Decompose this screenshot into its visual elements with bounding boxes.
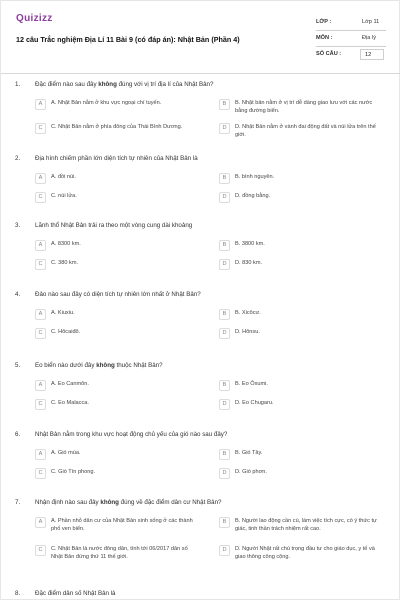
answer-option-b[interactable]	[219, 307, 399, 325]
question-text-part: Đặc điểm nào sau đây	[35, 81, 99, 88]
option-text: C. Gió Tín phong.	[51, 469, 96, 475]
question-text-part: đúng với vị trí địa lí của Nhật Bản?	[116, 81, 214, 88]
answer-option-d[interactable]	[219, 466, 399, 484]
answer-option-c[interactable]	[35, 543, 215, 561]
option-text: A. đồi núi.	[51, 174, 76, 180]
option-letter-box: D	[219, 259, 230, 270]
question-number: 1.	[15, 81, 21, 88]
question-number: 8.	[15, 590, 21, 597]
answer-option-b[interactable]	[219, 515, 399, 533]
answer-option-c[interactable]	[35, 257, 215, 275]
question-text-part: Đảo nào sau đây có diện tích tự nhiên lớn nhất ở Nhật Bản?	[35, 291, 201, 298]
option-letter-box: A	[35, 380, 46, 391]
answer-option-c[interactable]	[35, 326, 215, 344]
meta-subject-label: MÔN :	[316, 35, 333, 41]
question-text-emphasis: không	[98, 81, 117, 88]
option-letter-box: B	[219, 99, 230, 110]
answer-option-a[interactable]	[35, 447, 215, 465]
question-number: 7.	[15, 499, 21, 506]
question-text-part: Lãnh thổ Nhật Bản trải ra theo một vòng cung dài khoảng	[35, 222, 193, 229]
option-letter-box: C	[35, 328, 46, 339]
question-number: 5.	[15, 362, 21, 369]
answer-option-b[interactable]	[219, 97, 399, 115]
meta-subject-value: Địa lý	[362, 35, 376, 41]
option-text: C. 380 km.	[51, 260, 79, 266]
option-text: C. núi lửa.	[51, 193, 77, 199]
question-text-part: Đặc điểm dân số Nhật Bản là	[35, 590, 116, 597]
option-text: B. Người lao động cần cù, làm việc tích cực, có ý thức tự giác, tinh thần trách nhiệm rất cao.	[235, 518, 377, 532]
option-text: C. Eo Malacca.	[51, 400, 89, 406]
option-text: B. Nhật bản nằm ở vị trí dễ dàng giao lưu với các nước bằng đường biển.	[235, 100, 373, 114]
option-text: A. Nhật Bản nằm ở khu vực ngoại chí tuyến.	[51, 100, 162, 106]
option-text: D. đồng bằng.	[235, 193, 271, 199]
option-text: A. 8300 km.	[51, 241, 81, 247]
question-number: 2.	[15, 155, 21, 162]
meta-count-row	[316, 47, 386, 63]
option-text: A. Gió mùa.	[51, 450, 81, 456]
meta-class-label: LỚP :	[316, 19, 332, 25]
answer-option-a[interactable]	[35, 378, 215, 396]
answer-option-c[interactable]	[35, 121, 215, 139]
answer-option-d[interactable]	[219, 190, 399, 208]
question-text-emphasis: không	[100, 499, 119, 506]
option-text: B. bình nguyên.	[235, 174, 275, 180]
meta-count-label: SỐ CÂU :	[316, 51, 342, 57]
answer-option-a[interactable]	[35, 307, 215, 325]
option-text: B. Eo Ôxumi.	[235, 381, 268, 387]
answer-option-d[interactable]	[219, 121, 399, 139]
option-text: C. Hôcaiđô.	[51, 329, 81, 335]
question-text-emphasis: không	[96, 362, 115, 369]
option-letter-box: C	[35, 123, 46, 134]
option-text: B. 3800 km.	[235, 241, 265, 247]
quizizz-logo: Quizizz	[16, 13, 53, 24]
answer-option-b[interactable]	[219, 171, 399, 189]
option-text: D. Hônsu.	[235, 329, 260, 335]
option-letter-box: B	[219, 173, 230, 184]
option-text: C. Nhật Bản nằm ở phía đông của Thái Bình Dương.	[51, 124, 183, 130]
answer-option-d[interactable]	[219, 543, 399, 561]
meta-subject-row	[316, 31, 386, 47]
meta-count-value: 12	[365, 52, 372, 58]
option-text: D. 830 km.	[235, 260, 263, 266]
question-text-part: Địa hình chiếm phần lớn diện tích tự nhiên của Nhật Bản là	[35, 155, 198, 162]
question-text	[35, 81, 375, 88]
option-letter-box: C	[35, 468, 46, 479]
answer-option-d[interactable]	[219, 397, 399, 415]
option-text: C. Nhật Bản là nước đông dân, tính tới 06/2017 dân số Nhật Bản đứng thứ 11 thế giới.	[51, 546, 188, 560]
option-text: D. Eo Chugaru.	[235, 400, 274, 406]
question-text-part: thuộc Nhật Bản?	[114, 362, 163, 369]
option-letter-box: A	[35, 240, 46, 251]
option-letter-box: A	[35, 449, 46, 460]
option-letter-box: B	[219, 517, 230, 528]
question-text	[35, 590, 375, 597]
option-text: D. Gió phơn.	[235, 469, 267, 475]
option-letter-box: B	[219, 380, 230, 391]
answer-option-a[interactable]	[35, 97, 215, 115]
question-text-part: Eo biển nào dưới đây	[35, 362, 97, 369]
question-number: 6.	[15, 431, 21, 438]
answer-option-d[interactable]	[219, 257, 399, 275]
option-letter-box: D	[219, 399, 230, 410]
option-letter-box: D	[219, 545, 230, 556]
answer-option-b[interactable]	[219, 238, 399, 256]
answer-option-d[interactable]	[219, 326, 399, 344]
option-letter-box: B	[219, 240, 230, 251]
question-text	[35, 155, 375, 162]
question-text-part: đúng về đặc điểm dân cư Nhật Bản?	[118, 499, 222, 506]
option-letter-box: D	[219, 123, 230, 134]
answer-option-c[interactable]	[35, 397, 215, 415]
meta-class-value: Lớp 11	[362, 19, 380, 25]
answer-option-a[interactable]	[35, 238, 215, 256]
answer-option-b[interactable]	[219, 447, 399, 465]
option-text: B. Xicôcư.	[235, 310, 261, 316]
question-text	[35, 222, 375, 229]
question-text	[35, 291, 375, 298]
option-text: A. Kiuxiu.	[51, 310, 75, 316]
question-number: 3.	[15, 222, 21, 229]
meta-count-box	[360, 49, 384, 60]
question-text	[35, 499, 375, 506]
option-letter-box: C	[35, 259, 46, 270]
option-letter-box: A	[35, 517, 46, 528]
meta-class-row	[316, 15, 386, 31]
option-letter-box: C	[35, 192, 46, 203]
option-letter-box: B	[219, 309, 230, 320]
worksheet-meta	[316, 15, 386, 63]
option-letter-box: A	[35, 173, 46, 184]
worksheet-title: 12 câu Trắc nghiệm Địa Lí 11 Bài 9 (có đáp án): Nhật Bản (Phần 4)	[16, 35, 240, 44]
option-text: A. Eo Canmôn.	[51, 381, 89, 387]
answer-option-c[interactable]	[35, 466, 215, 484]
option-letter-box: D	[219, 468, 230, 479]
option-letter-box: D	[219, 192, 230, 203]
question-text-part: Nhật Bản nằm trong khu vực hoạt động chủ yếu của gió nào sau đây?	[35, 431, 228, 438]
option-letter-box: A	[35, 309, 46, 320]
question-text-part: Nhận định nào sau đây	[35, 499, 101, 506]
question-text	[35, 431, 375, 438]
option-text: B. Gió Tây.	[235, 450, 263, 456]
answer-option-c[interactable]	[35, 190, 215, 208]
option-letter-box: D	[219, 328, 230, 339]
option-text: A. Phần nhỏ dân cư của Nhật Bản sinh sống ở các thành phố ven biển.	[51, 518, 193, 532]
option-text: D. Người Nhật rất chú trọng đầu tư cho giáo dục, y tế và giao thông công cộng.	[235, 546, 375, 560]
answer-option-a[interactable]	[35, 171, 215, 189]
answer-option-a[interactable]	[35, 515, 215, 533]
question-number: 4.	[15, 291, 21, 298]
option-letter-box: C	[35, 399, 46, 410]
option-text: D. Nhật Bản nằm ở vành đai động đất và núi lửa trên thế giới.	[235, 124, 376, 138]
answer-option-b[interactable]	[219, 378, 399, 396]
option-letter-box: A	[35, 99, 46, 110]
question-text	[35, 362, 375, 369]
option-letter-box: B	[219, 449, 230, 460]
option-letter-box: C	[35, 545, 46, 556]
header-divider	[1, 73, 400, 74]
